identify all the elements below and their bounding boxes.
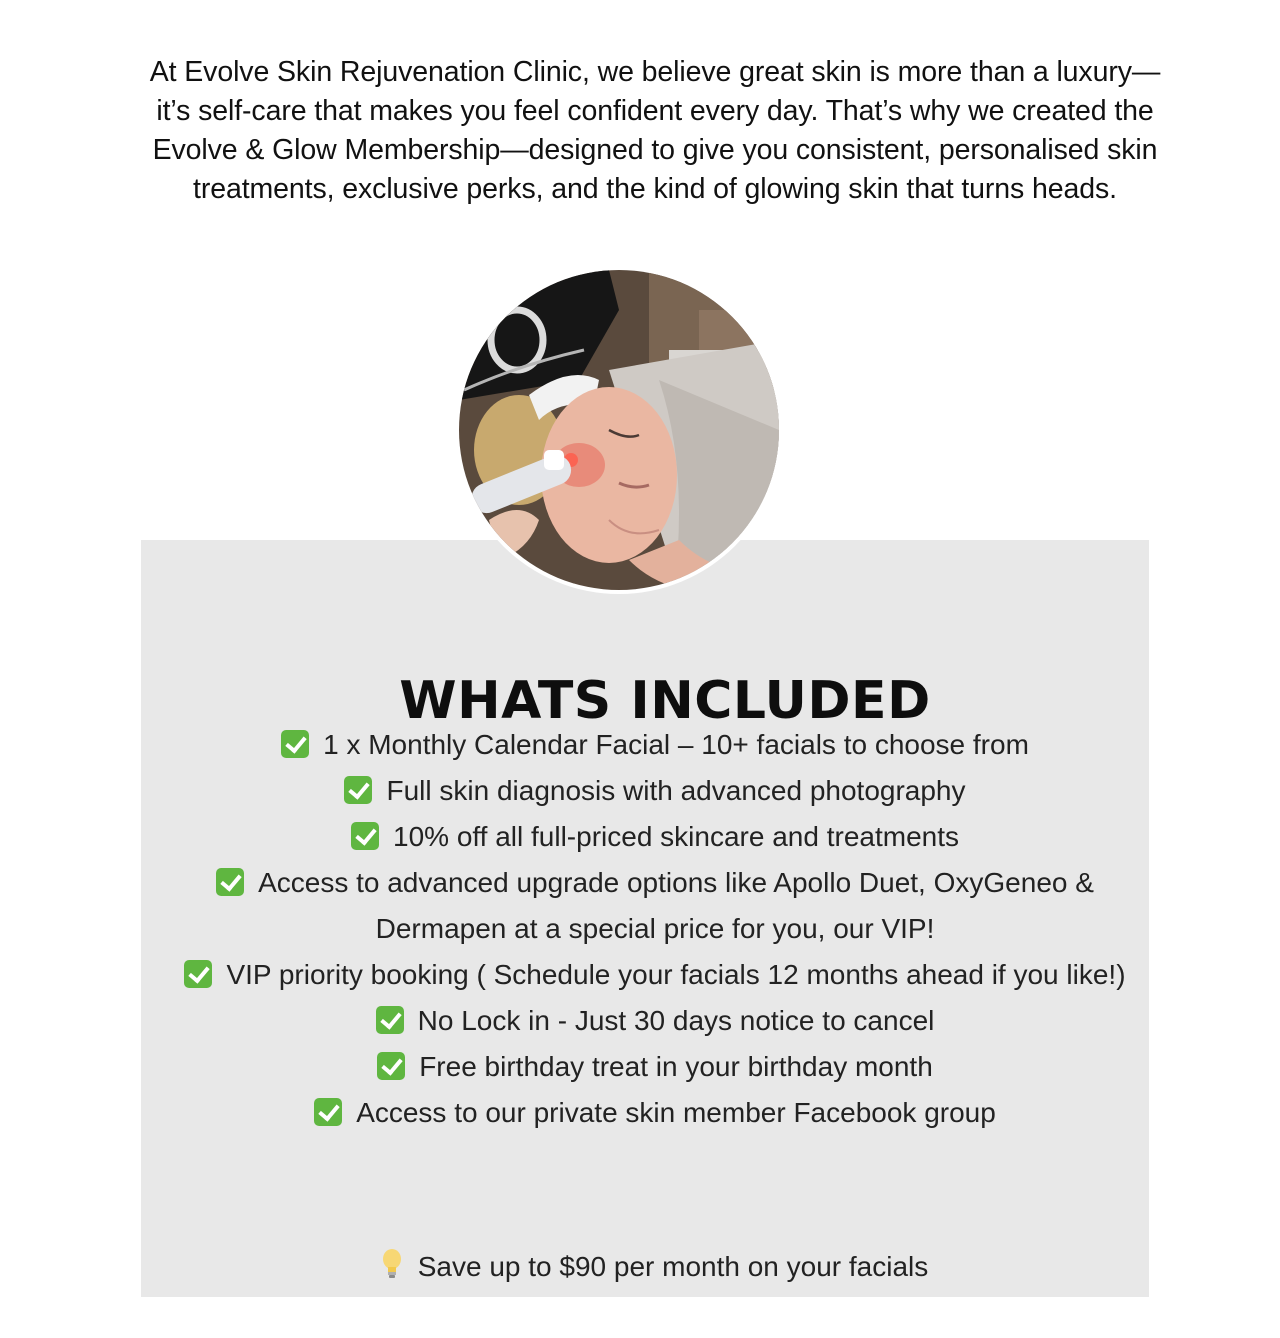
list-item: No Lock in - Just 30 days notice to cancel: [160, 998, 1150, 1044]
savings-note: [160, 1244, 1150, 1293]
check-mark-icon: [377, 1052, 405, 1080]
list-item: Free birthday treat in your birthday month: [160, 1044, 1150, 1090]
whats-included-heading: WHATS INCLUDED: [399, 671, 931, 732]
lightbulb-icon: [382, 1247, 402, 1293]
check-mark-icon: [184, 960, 212, 988]
check-mark-icon: [351, 822, 379, 850]
check-mark-icon: [344, 776, 372, 804]
list-item: 1 x Monthly Calendar Facial – 10+ facials to choose from: [160, 722, 1150, 768]
savings-text: Save up to $90 per month on your facials: [417, 1251, 929, 1282]
facial-treatment-photo: [459, 270, 779, 590]
included-features-list: [160, 722, 1150, 1136]
list-item: Access to our private skin member Facebook group: [160, 1090, 1150, 1136]
list-item: 10% off all full-priced skincare and treatments: [160, 814, 1150, 860]
check-mark-icon: [216, 868, 244, 896]
treatment-photo-frame: [455, 266, 783, 594]
list-item: Access to advanced upgrade options like Apollo Duet, OxyGeneo & Dermapen at a special price for you, our VIP!: [160, 860, 1150, 952]
check-mark-icon: [314, 1098, 342, 1126]
list-item: VIP priority booking ( Schedule your facials 12 months ahead if you like!): [160, 952, 1150, 998]
check-mark-icon: [376, 1006, 404, 1034]
intro-paragraph: At Evolve Skin Rejuvenation Clinic, we believe great skin is more than a luxury—it’s self-care that makes you feel confident every day. That’s why we created the Evolve & Glow Membership—designed to give you consistent, personalised skin treatments, exclusive perks, and the kind of glowing skin that turns heads.: [149, 55, 1161, 205]
check-mark-icon: [281, 730, 309, 758]
list-item: Full skin diagnosis with advanced photography: [160, 768, 1150, 814]
